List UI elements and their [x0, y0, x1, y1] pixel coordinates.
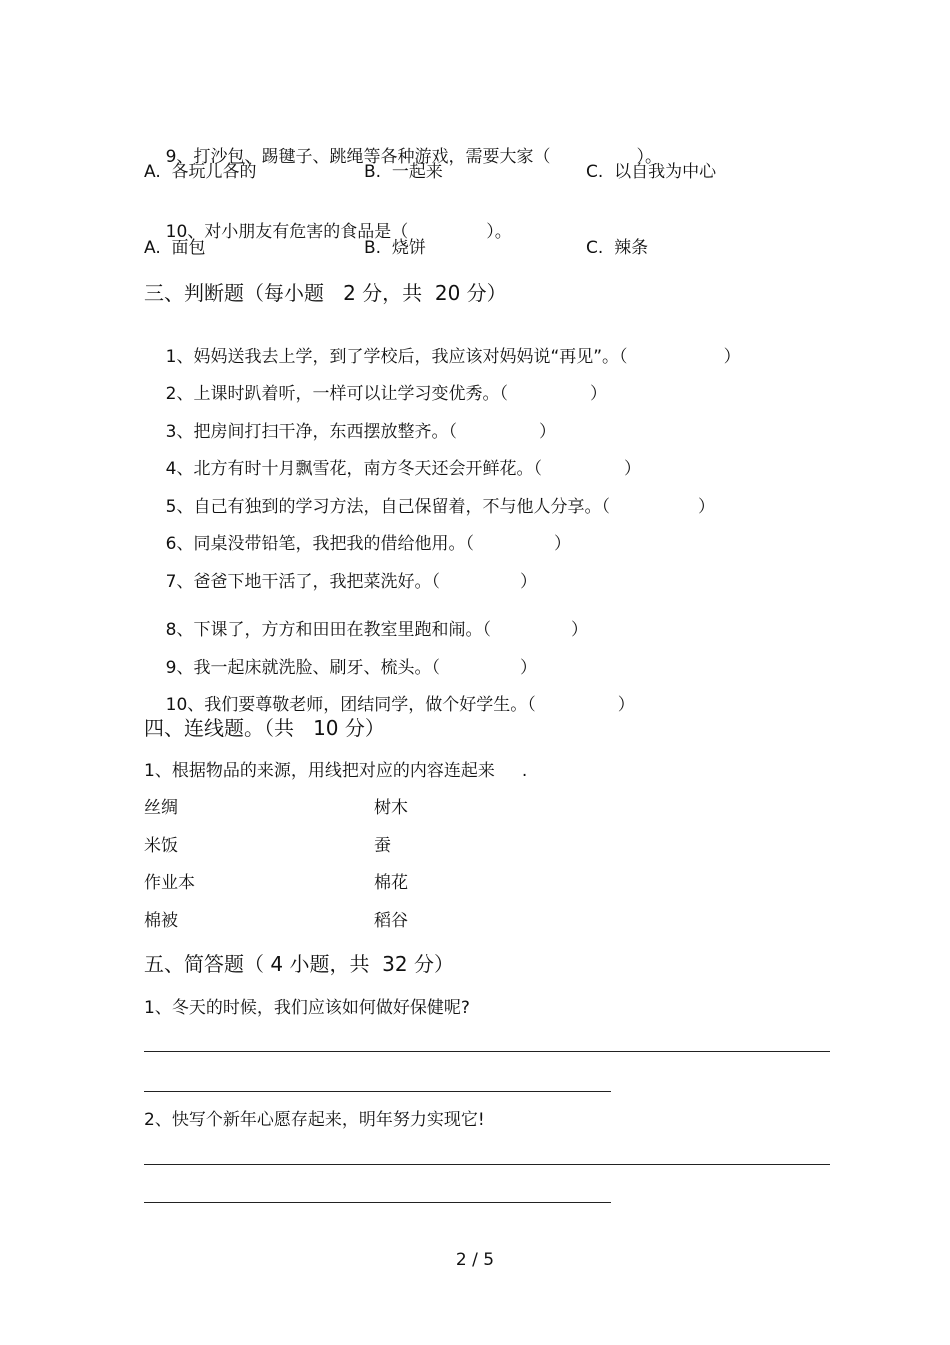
item-close: ） — [623, 459, 641, 479]
page-number: 2 / 5 — [455, 1250, 495, 1270]
match-instruction: 1、根据物品的来源，用线把对应的内容连起来 . — [144, 761, 528, 781]
section-title-judge: 三、判断题（每小题 2 分，共 20 分） — [144, 281, 507, 305]
item-text: 1、妈妈送我去上学，到了学校后，我应该对妈妈说“再见”。（ — [165, 347, 628, 367]
match-left-item[interactable]: 米饭 — [144, 836, 178, 856]
item-text: 10、我们要尊敬老师，团结同学，做个好学生。（ — [165, 695, 536, 715]
item-close: ） — [723, 347, 741, 367]
item-close: ） — [553, 534, 571, 554]
item-close: ） — [519, 572, 537, 592]
match-right-item[interactable]: 棉花 — [374, 873, 408, 893]
item-close: ） — [570, 620, 588, 640]
option-b: B. 一起来 — [364, 162, 443, 182]
match-left-item[interactable]: 丝绸 — [144, 798, 178, 818]
answer-line[interactable] — [144, 1164, 830, 1165]
item-text: 8、下课了，方方和田田在教室里跑和闹。（ — [165, 620, 491, 640]
option-a: A. 面包 — [144, 238, 206, 258]
option-c: C. 以自我为中心 — [586, 162, 717, 182]
question-close: ）。 — [486, 222, 512, 242]
item-text: 5、自己有独到的学习方法，自己保留着，不与他人分享。（ — [165, 497, 610, 517]
question-text: 9、打沙包、踢毽子、跳绳等各种游戏，需要大家（ — [165, 147, 551, 167]
match-left-item[interactable]: 棉被 — [144, 911, 178, 931]
item-close: ） — [538, 422, 556, 442]
match-right-item[interactable]: 蚕 — [374, 836, 391, 856]
option-c: C. 辣条 — [586, 238, 649, 258]
answer-line[interactable] — [144, 1091, 611, 1092]
item-close: ） — [519, 658, 537, 678]
option-a: A. 各玩儿各的 — [144, 162, 257, 182]
answer-line[interactable] — [144, 1051, 830, 1052]
answer-line[interactable] — [144, 1202, 611, 1203]
section-title-match: 四、连线题。（共 10 分） — [144, 716, 385, 740]
match-right-item[interactable]: 树木 — [374, 798, 408, 818]
item-close: ） — [697, 497, 715, 517]
item-text: 4、北方有时十月飘雪花，南方冬天还会开鲜花。（ — [165, 459, 542, 479]
section-title-short-answer: 五、简答题（ 4 小题，共 32 分） — [144, 952, 454, 976]
match-left-item[interactable]: 作业本 — [144, 873, 195, 893]
item-text: 9、我一起床就洗脸、刷牙、梳头。（ — [165, 658, 440, 678]
short-answer-question: 1、冬天的时候，我们应该如何做好保健呢? — [144, 998, 470, 1018]
short-answer-question: 2、快写个新年心愿存起来，明年努力实现它! — [144, 1110, 485, 1130]
item-text: 3、把房间打扫干净，东西摆放整齐。（ — [165, 422, 457, 442]
match-right-item[interactable]: 稻谷 — [374, 911, 408, 931]
item-close: ） — [589, 384, 607, 404]
option-b: B. 烧饼 — [364, 238, 426, 258]
question-close: ）。 — [636, 147, 662, 167]
item-close: ） — [617, 695, 635, 715]
item-text: 2、上课时趴着听，一样可以让学习变优秀。（ — [165, 384, 508, 404]
item-text: 6、同桌没带铅笔，我把我的借给他用。（ — [165, 534, 474, 554]
question-text: 10、对小朋友有危害的食品是（ — [165, 222, 409, 242]
item-text: 7、爸爸下地干活了，我把菜洗好。（ — [165, 572, 440, 592]
